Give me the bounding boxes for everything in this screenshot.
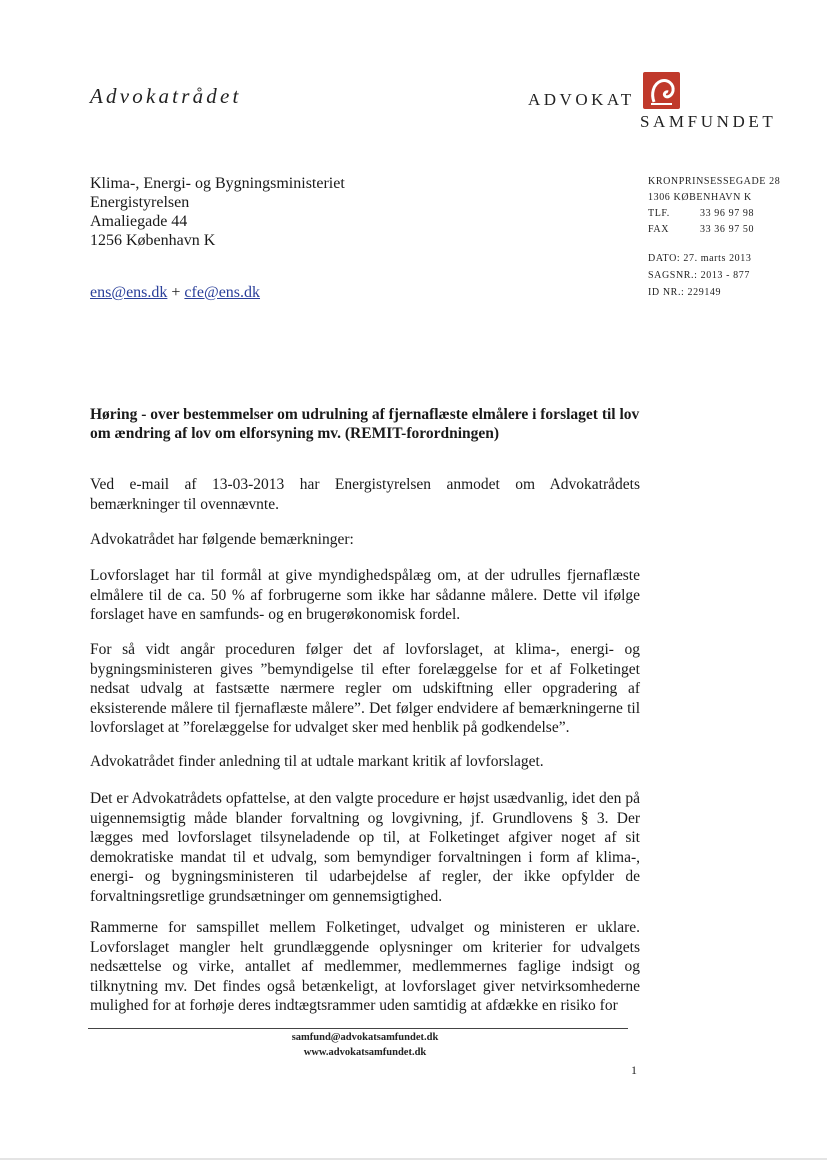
advokatsamfundet-logo-icon: [643, 72, 680, 109]
case-number: SAGSNR.: 2013 - 877: [648, 270, 750, 281]
footer-email: samfund@advokatsamfundet.dk: [291, 1032, 439, 1043]
phone-number: 33 96 97 98: [700, 208, 755, 219]
body-paragraph-7: Rammerne for samspillet mellem Folketinget, udvalget og ministeren er uklare. Lovforslaget mangler helt grundlæggende oplysninger om kriterier for udvalgets nedsættelse og virke, antallet af medlemmer, medlemmernes faglige indsigt og tilknytning mv. Det findes også betænkeligt, at lovforslaget giver netvirksomhederne mulighed for at forhøje deres indtægtsrammer uden samtidig at afdække en risiko for: [90, 919, 640, 1014]
body-paragraph-3: Lovforslaget har til formål at give myndighedspålæg om, at der udrulles fjernaflæste elmålere til de ca. 50 % af forbrugerne som ikke har sådanne målere. Dette vil ifølge forslaget have en samfunds- og en brugerøkonomisk fordel.: [90, 567, 640, 623]
body-paragraph-5: Advokatrådet finder anledning til at udtale markant kritik af lovforslaget.: [90, 753, 544, 770]
logo-text-samfundet: SAMFUNDET: [640, 112, 777, 131]
body-paragraph-1: Ved e-mail af 13-03-2013 har Energistyrelsen anmodet om Advokatrådets bemærkninger til ovennævnte.: [90, 476, 640, 513]
footer-divider: [88, 1028, 628, 1029]
sender-fax: [648, 224, 755, 235]
phone-label: TLF.: [648, 208, 670, 219]
id-number: ID NR.: 229149: [648, 287, 722, 298]
brand-advokatraadet: Advokatrådet: [90, 84, 242, 108]
fax-number: 33 36 97 50: [700, 224, 755, 235]
letter-date: DATO: 27. marts 2013: [648, 253, 752, 264]
recipient-line-3: Amaliegade 44: [90, 213, 188, 230]
body-paragraph-2: Advokatrådet har følgende bemærkninger:: [90, 531, 354, 548]
body-paragraph-6: Det er Advokatrådets opfattelse, at den valgte procedure er højst usædvanlig, idet den på uigennemsigtig måde blander forvaltning og lovgivning, jf. Grundlovens § 3. Der lægges med lovforslaget tilsyneladende op til, at Folketinget afgiver noget af sit demokratiske mandat til et udvalg, som bemyndiger forvaltningen i form af klima-, energi- og bygningsministeren til udarbejdelse af regler, der ikke opfylder de forvaltningsretlige grundsætninger om gennemsigtighed.: [90, 790, 640, 905]
sender-phone: [648, 208, 755, 219]
recipient-emails: [90, 284, 260, 302]
email-link-cfe[interactable]: cfe@ens.dk: [184, 284, 261, 301]
scan-edge-line: [0, 1158, 827, 1160]
logo-text-advokat: ADVOKAT: [528, 90, 635, 109]
recipient-line-4: 1256 København K: [90, 232, 216, 249]
sender-city: 1306 KØBENHAVN K: [648, 192, 752, 203]
email-link-ens[interactable]: ens@ens.dk: [90, 284, 168, 301]
email-separator: +: [171, 284, 181, 301]
fax-label: FAX: [648, 224, 670, 235]
recipient-line-2: Energistyrelsen: [90, 194, 190, 211]
recipient-line-1: Klima-, Energi- og Bygningsministeriet: [90, 175, 345, 192]
body-paragraph-4: For så vidt angår proceduren følger det af lovforslaget, at klima-, energi- og bygningsministeren gives ”bemyndigelse til efter forelæggelse for et af Folketinget nedsat udvalg at fastsætte nærmere regler om udskiftning eller opgradering af eksisterende målere til fjernaflæste målere”. Det følger endvidere af bemærkningerne til lovforslaget at ”forelæggelse for udvalget sker med henblik på godkendelse”.: [90, 641, 640, 736]
sender-street: KRONPRINSESSEGADE 28: [648, 176, 781, 187]
page-number: 1: [631, 1063, 637, 1077]
letter-subject: Høring - over bestemmelser om udrulning af fjernaflæste elmålere i forslaget til lov om ændring af lov om elforsyning mv. (REMIT-forordningen): [90, 406, 640, 442]
footer-website: www.advokatsamfundet.dk: [303, 1047, 427, 1058]
